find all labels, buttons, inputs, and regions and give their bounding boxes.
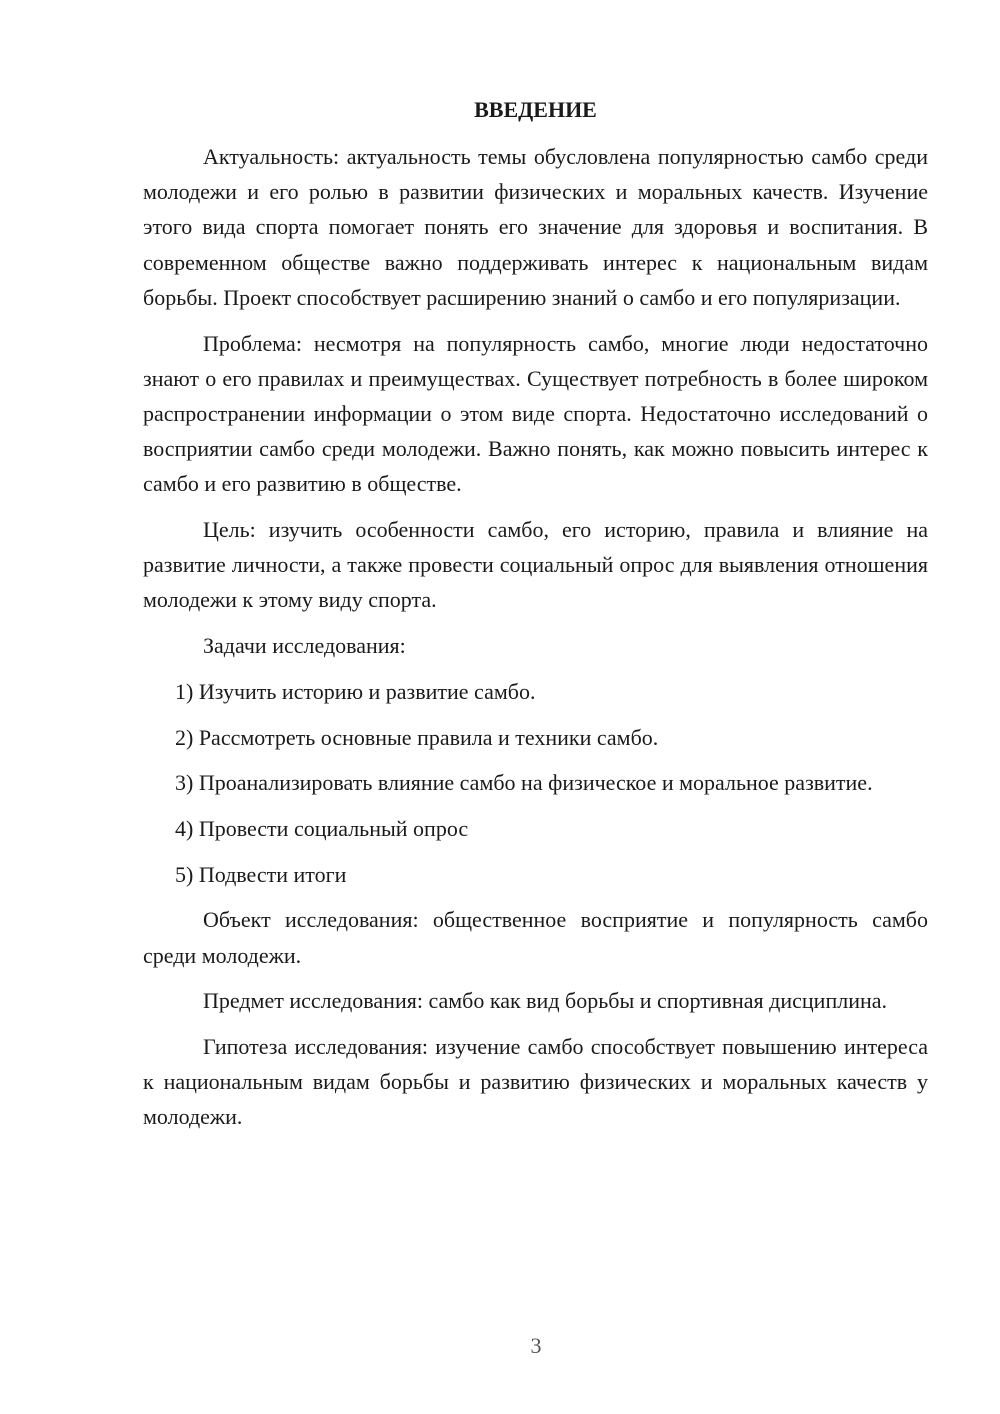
tasks-heading: Задачи исследования: [203, 633, 406, 659]
paragraph-relevance: Актуальность: актуальность темы обусловлена популярностью самбо среди молодежи и его ролью в развитии физических и моральных качеств. Изучение этого вида спорта помогает понять его значение для здоровья и воспитания. В современном обществе важно поддерживать интерес к национальным видам борьбы. Проект способствует расширению знаний о самбо и его популяризации. [143, 144, 928, 310]
paragraph-subject: Предмет исследования: самбо как вид борьбы и спортивная дисциплина. [203, 988, 888, 1014]
list-item: 2) Рассмотреть основные правила и техники самбо. [175, 724, 659, 750]
page-title: ВВЕДЕНИЕ [474, 97, 597, 122]
list-item: 4) Провести социальный опрос [175, 815, 469, 841]
list-item: 5) Подвести итоги [175, 861, 347, 887]
paragraph-problem: Проблема: несмотря на популярность самбо, многие люди недостаточно знают о его правилах и преимуществах. Существует потребность в более широком распространении информации о этом виде спорта. Недостаточно исследований о восприятии самбо среди молодежи. Важно понять, как можно повысить интерес к самбо и его развитию в обществе. [143, 330, 928, 497]
paragraph-goal: Цель: изучить особенности самбо, его историю, правила и влияние на развитие личности, а также провести социальный опрос для выявления отношения молодежи к этому виду спорта. [143, 517, 928, 613]
list-item: 3) Проанализировать влияние самбо на физическое и моральное развитие. [175, 770, 873, 796]
paragraph-hypothesis: Гипотеза исследования: изучение самбо способствует повышению интереса к национальным видам борьбы и развитию физических и моральных качеств у молодежи. [143, 1033, 928, 1130]
list-item: 1) Изучить историю и развитие самбо. [175, 678, 536, 704]
document-page [143, 92, 928, 1145]
page-number: 3 [530, 1333, 542, 1358]
paragraph-object: Объект исследования: общественное восприятие и популярность самбо среди молодежи. [143, 907, 928, 968]
